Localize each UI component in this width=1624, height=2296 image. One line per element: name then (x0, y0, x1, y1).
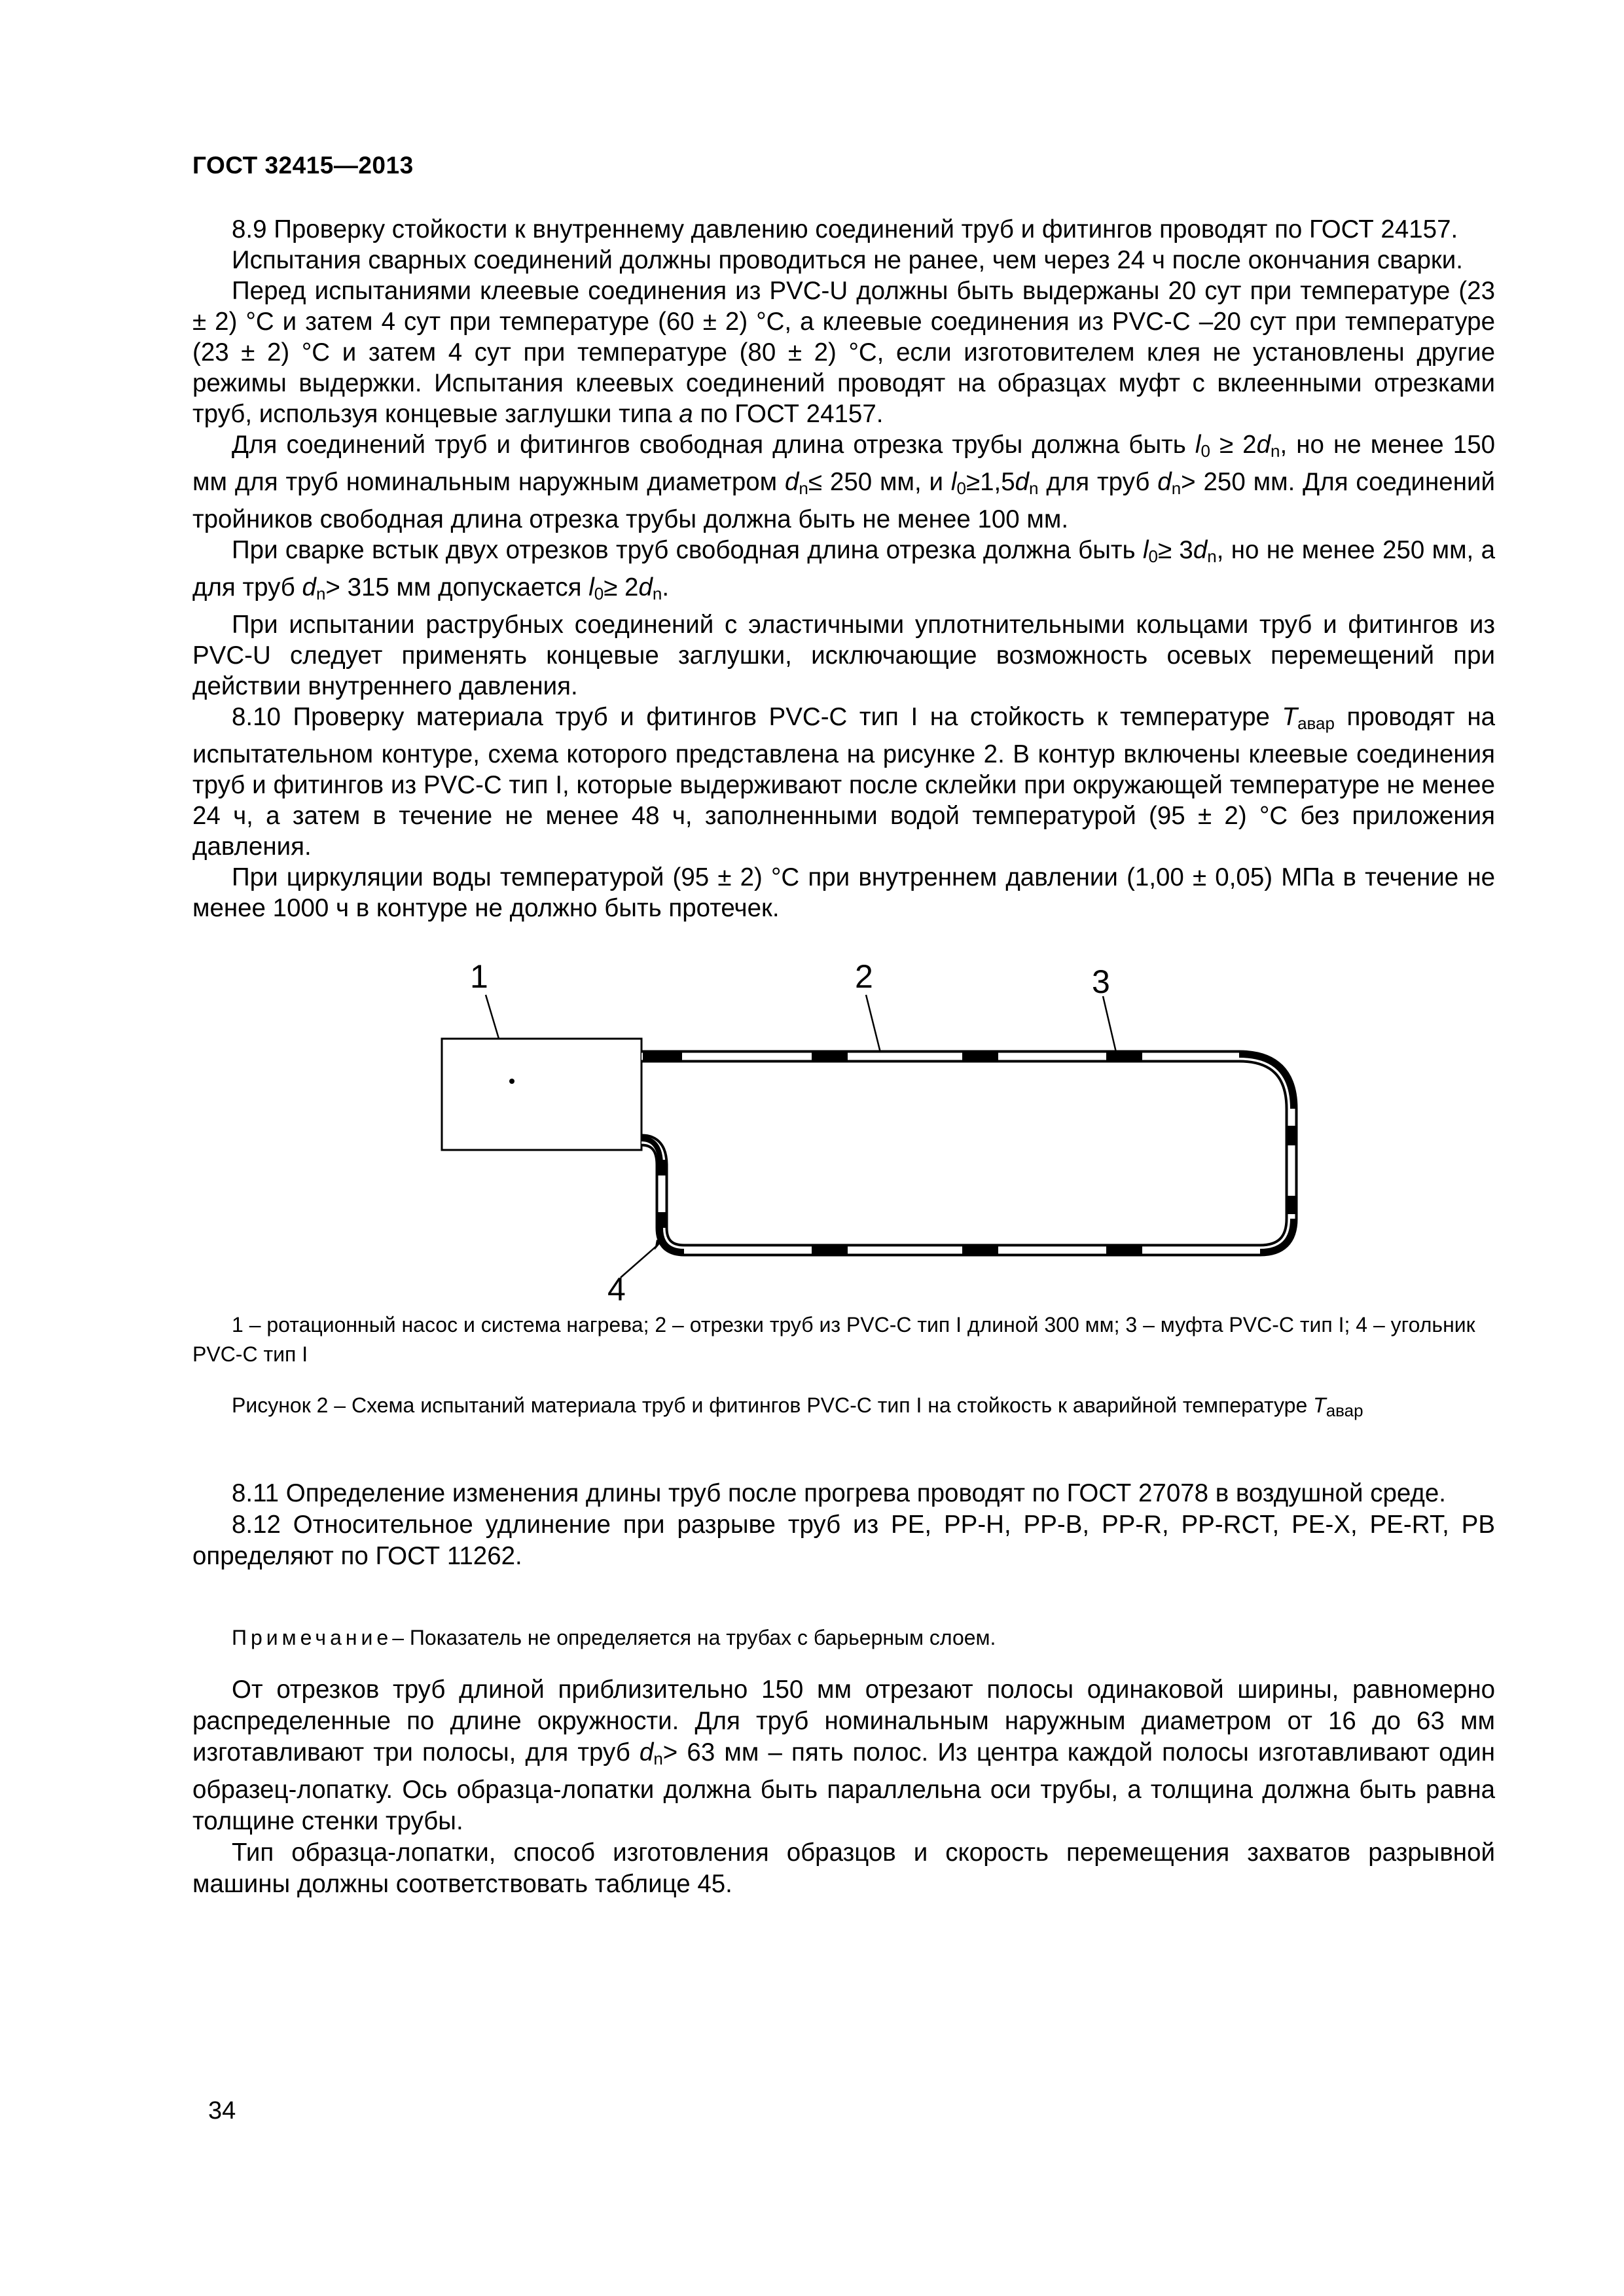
pipe-couplings (643, 1051, 1297, 1255)
paragraph-8-12: 8.12 Относительное удлинение при разрыве труб из PE, PP-H, PP-B, PP-R, PP-RCT, PE-X, PE-RT, PB определяют по ГОСТ 11262. (192, 1511, 1495, 1570)
figure-label-4: 4 (607, 1271, 626, 1308)
paragraph-8-9: 8.9 Проверку стойкости к внутреннему давлению соединений труб и фитингов проводят по ГОСТ 24157. (232, 215, 1458, 243)
leader-line-4 (621, 1245, 658, 1278)
note: Примечание– Показатель не определяется на трубах с барьерным слоем. (232, 1626, 996, 1649)
page-number: 34 (208, 2097, 236, 2125)
paragraph-8-10: 8.10 Проверку материала труб и фитингов PVC-C тип I на стойкость к температуре $T_{авар}$ проводят на испытательном контуре, схема которого представлена на рисунке 2. В контур включены клеевые соединения труб и фитингов из PVC-C тип I, которые выдерживают после склейки при окружающей температуре не менее 24 ч, а затем в течение не менее 48 ч, заполненными водой температурой (95 ± 2) °С без приложения давления. (192, 703, 1495, 861)
section-specimens (192, 1674, 1495, 1900)
figure-2-test-circuit (432, 957, 1322, 1310)
paragraph-socket-joints: При испытании раструбных соединений с эластичными уплотнительными кольцами труб и фитингов из PVC-U следует применять концевые заглушки, исключающие возможность осевых перемещений при действии внутреннего давления. (192, 611, 1495, 700)
leader-line-2 (866, 995, 882, 1058)
figure-caption: Рисунок 2 – Схема испытаний материала труб и фитингов PVC-C тип I на стойкость к аварийной температуре $T_{авар}$ (232, 1393, 1363, 1420)
figure-label-3: 3 (1092, 963, 1110, 1000)
test-circuit-diagram (432, 957, 1322, 1310)
pipe-loop-interior (641, 1056, 1291, 1250)
paragraph-free-length: Для соединений труб и фитингов свободная длина отрезка трубы должна быть $l_0 \ge 2d_n$, но не менее 150 мм для труб номинальным наружным диаметром $d_n\le 250$ мм, и $l_0\ge 1,5d_n$ для труб $d_n> 250$ мм. Для соединений тройников свободная длина отрезка трубы должна быть не менее 100 мм. (192, 431, 1496, 533)
pipe-loop-outline (641, 1056, 1291, 1250)
figure-label-2: 2 (855, 958, 873, 995)
section-8-9-8-10 (192, 214, 1495, 924)
figure-legend: 1 – ротационный насос и система нагрева; 2 – отрезки труб из PVC-C тип I длиной 300 мм; 3 – муфта PVC-C тип I; 4 – угольник PVC-C тип I (192, 1313, 1475, 1366)
document-header: ГОСТ 32415—2013 (192, 152, 414, 179)
paragraph-8-11: 8.11 Определение изменения длины труб после прогрева проводят по ГОСТ 27078 в воздушной среде. (232, 1479, 1446, 1507)
paragraph-butt-weld: При сварке встык двух отрезков труб свободная длина отрезка должна быть $l_0\ge 3d_n$, но не менее 250 мм, а для труб $d_n> 315$ мм допускается $l_0\ge 2d_n$. (192, 536, 1495, 603)
paragraph-adhesive: Перед испытаниями клеевые соединения из PVC-U должны быть выдержаны 20 сут при температуре (23 ± 2) °С и затем 4 сут при температуре (60 ± 2) °С, а клеевые соединения из PVC-C –20 сут при температуре (23 ± 2) °С и затем 4 сут при температуре (80 ± 2) °С, если изготовителем клея не установлены другие режимы выдержки. Испытания клеевых соединений проводят на образцах муфт с вклеенными отрезками труб, используя концевые заглушки типа а по ГОСТ 24157. (192, 277, 1495, 428)
leader-line-3 (1103, 996, 1117, 1058)
note-label: Примечание (232, 1626, 393, 1649)
pump-center-dot (509, 1079, 514, 1084)
pump-heater-unit (442, 1039, 641, 1150)
pipe-elbows (641, 1055, 1293, 1251)
paragraph-specimen-type: Тип образца-лопатки, способ изготовления образцов и скорость перемещения захватов разрывной машины должны соответствовать таблице 45. (192, 1839, 1495, 1898)
section-8-11-8-12 (192, 1478, 1495, 1572)
paragraph-welded: Испытания сварных соединений должны проводиться не ранее, чем через 24 ч после окончания сварки. (232, 246, 1463, 274)
figure-label-1: 1 (470, 958, 488, 995)
note-text: Показатель не определяется на трубах с барьерным слоем. (409, 1626, 996, 1649)
paragraph-circulation: При циркуляции воды температурой (95 ± 2) °С при внутреннем давлении (1,00 ± 0,05) МПа в течение не менее 1000 ч в контуре не должно быть протечек. (192, 863, 1495, 922)
paragraph-strips: От отрезков труб длиной приблизительно 150 мм отрезают полосы одинаковой ширины, равномерно распределенные по длине окружности. Для труб номинальным наружным диаметром от 16 до 63 мм изготавливают три полосы, для труб $d_n> 63$ мм – пять полос. Из центра каждой полосы изготавливают один образец-лопатку. Ось образца-лопатки должна быть параллельна оси трубы, а толщина должна быть равна толщине стенки трубы. (192, 1676, 1495, 1835)
